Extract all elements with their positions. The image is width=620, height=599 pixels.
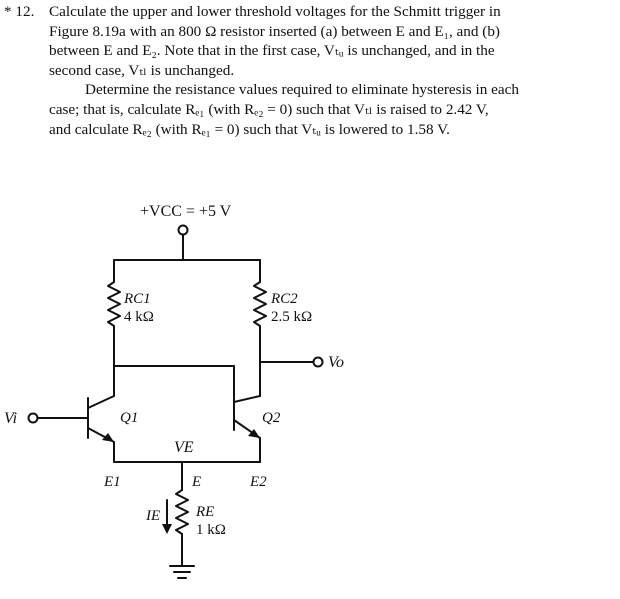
rc1-name: RC1	[124, 291, 151, 307]
e1-label: E1	[104, 474, 121, 490]
problem-line: Determine the resistance values required to eliminate hysteresis in each	[85, 81, 519, 99]
e-label: E	[192, 474, 202, 490]
rc1-resistor	[108, 282, 120, 326]
vo-label: Vo	[328, 354, 344, 371]
q2-label: Q2	[262, 410, 281, 426]
rc2-value: 2.5 kΩ	[271, 309, 313, 325]
problem-line: second case, Vₜₗ is unchanged.	[49, 61, 235, 79]
vo-terminal	[314, 358, 323, 367]
vi-label: Vi	[4, 410, 18, 427]
schmitt-trigger-circuit	[0, 190, 620, 595]
problem-line: between E and E₂. Note that in the first case, Vₜᵤ is unchanged, and in the	[49, 42, 495, 60]
q2-collector-lead	[234, 396, 260, 402]
rc2-resistor	[254, 282, 266, 326]
ve-label: VE	[174, 439, 194, 456]
problem-number: * 12.	[4, 3, 35, 20]
rc1-value: 4 kΩ	[124, 309, 154, 325]
e2-label: E2	[250, 474, 267, 490]
q1-label: Q1	[120, 410, 139, 426]
re-name: RE	[196, 504, 215, 520]
vcc-terminal	[179, 226, 188, 235]
problem-statement	[0, 2, 620, 162]
q1-collector-lead	[88, 396, 114, 408]
ie-label: IE	[146, 508, 161, 524]
rc2-name: RC2	[271, 291, 298, 307]
vcc-label: +VCC = +5 V	[140, 203, 232, 220]
re-value: 1 kΩ	[196, 522, 226, 538]
problem-line: Figure 8.19a with an 800 Ω resistor inserted (a) between E and E₁, and (b)	[49, 22, 500, 40]
ie-arrowhead	[162, 524, 172, 534]
problem-line: case; that is, calculate Rₑ₁ (with Rₑ₂ = 0) such that Vₜₗ is raised to 2.42 V,	[49, 101, 489, 118]
problem-line: Calculate the upper and lower threshold voltages for the Schmitt trigger in	[49, 3, 501, 20]
problem-line: and calculate Rₑ₂ (with Rₑ₁ = 0) such that Vₜᵤ is lowered to 1.58 V.	[49, 120, 450, 138]
re-resistor	[176, 490, 188, 534]
vi-terminal	[29, 414, 38, 423]
